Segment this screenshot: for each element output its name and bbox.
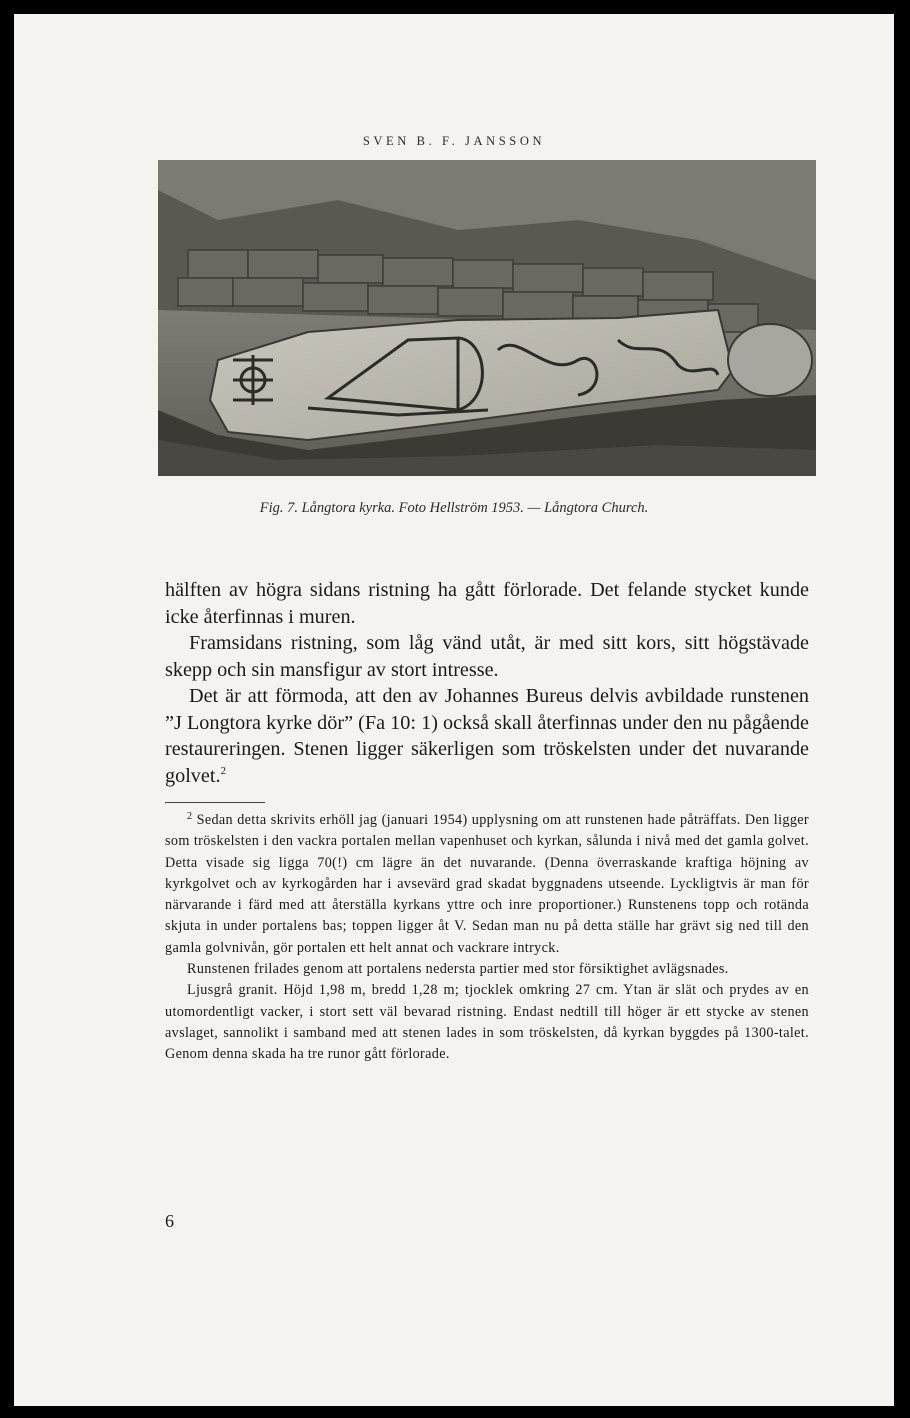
page-number: 6: [165, 1211, 174, 1231]
figure-photo: [158, 160, 816, 476]
runestone-photo-illustration: [158, 160, 816, 476]
footnote-marker: 2: [187, 811, 193, 822]
footnote-divider: [165, 802, 265, 803]
running-header: SVEN B. F. JANSSON: [362, 134, 546, 148]
body-text: [165, 577, 809, 789]
footnote-paragraph: Ljusgrå granit. Höjd 1,98 m, bredd 1,28 m; tjocklek omkring 27 cm. Ytan är slät och prydes av en utomordentligt vacker, i stort sett väl bevarad ristning. Endast nedtill till höger är ett stycke av stenen avslaget, sannolikt i samband med att stenen lades in som tröskelsten, då kyrkan byggdes på 1300-talet. Genom denna skada ha tre runor gått förlorade.: [165, 982, 809, 1063]
figure-caption: Fig. 7. Långtora kyrka. Foto Hellström 1953. — Långtora Church.: [259, 500, 649, 516]
footnote-reference[interactable]: 2: [220, 764, 227, 777]
body-paragraph: [165, 683, 809, 789]
page-sheet: [14, 14, 894, 1406]
body-paragraph-text: Det är att förmoda, att den av Johannes Bureus delvis avbildade runstenen ”J Longtora kyrke dör” (Fa 10: 1) också skall återfinnas under den nu pågående restaureringen. Stenen ligger säkerligen som tröskelsten under det nuvarande golvet.: [165, 685, 809, 787]
body-paragraph: hälften av högra sidans ristning ha gått förlorade. Det felande stycket kunde icke återfinnas i muren.: [165, 579, 809, 628]
footnote-text: Sedan detta skrivits erhöll jag (januari 1954) upplysning om att runstenen hade påträffats. Den ligger som tröskelsten i den vackra portalen mellan vapenhuset och kyrkan, sålunda i nivå med det gamla golvet. Detta visade sig ligga 70(!) cm lägre än det nuvarande. (Denna överraskande kraftiga höjning av kyrkgolvet och av kyrkogården har i avsevärd grad skadat byggnadens utseende. Lyckligtvis är man för närvarande i färd med att återställa kyrkans yttre och inre proportioner.) Runstenens topp och rotända skjuta in under portalens bas; toppen ligger åt V. Sedan man nu på detta ställe har grävt sig ned till den gamla golvnivån, gör portalen ett helt annat och vackrare intryck.: [165, 812, 809, 956]
footnotes: [165, 810, 809, 1066]
footnote-paragraph: Runstenen frilades genom att portalens nedersta partier med stor försiktighet avlägsnades.: [187, 961, 729, 978]
footnote-paragraph: [165, 810, 809, 959]
body-paragraph: Framsidans ristning, som låg vänd utåt, är med sitt kors, sitt högstävade skepp och sin mansfigur av stort intresse.: [165, 632, 809, 681]
